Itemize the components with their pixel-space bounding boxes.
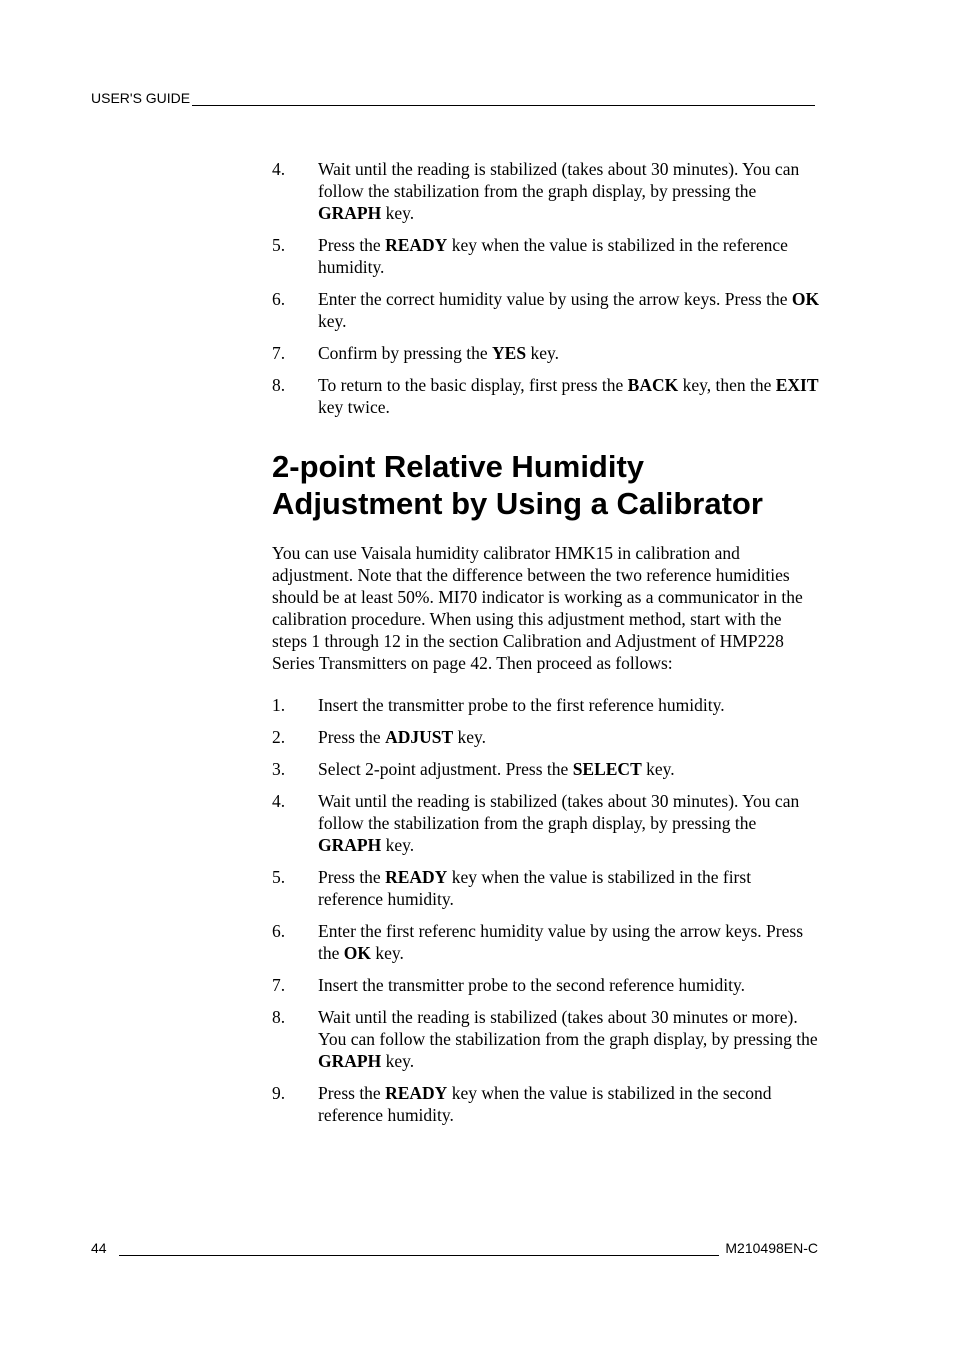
step-text [318, 374, 820, 418]
key-name: SELECT [572, 759, 642, 779]
step-text [318, 288, 820, 332]
step-text-segment: Press the [318, 1083, 386, 1103]
step-text [318, 758, 820, 780]
step-number: 5. [272, 867, 286, 887]
key-name: READY [385, 235, 448, 255]
step-text [318, 694, 820, 716]
key-name: ADJUST [385, 727, 454, 747]
step-text-segment: To return to the basic display, first press the [318, 375, 628, 395]
step-text-segment: Confirm by pressing the [318, 343, 493, 363]
step-number: 7. [272, 975, 286, 995]
step-text-segment: Select 2-point adjustment. Press the [318, 759, 573, 779]
procedure-steps-list [272, 158, 820, 418]
step-number: 6. [272, 289, 286, 309]
step-number: 7. [272, 343, 286, 363]
section-intro-paragraph: You can use Vaisala humidity calibrator HMK15 in calibration and adjustment. Note that the difference between the two reference humidities should be at least 50%. MI70 indicator is working as a communicator in the calibration procedure. When using this adjustment method, start with the steps 1 through 12 in the section Calibration and Adjustment of HMP228 Series Transmitters on page 42. Then proceed as follows: [272, 543, 803, 673]
page-content [272, 158, 820, 1136]
step-text [318, 866, 820, 910]
step-text-segment: key. [381, 203, 415, 223]
step-text-segment: key. [318, 311, 347, 331]
step-text-segment: key. [371, 943, 404, 963]
step-text [318, 1082, 820, 1126]
list-item [272, 1006, 820, 1072]
step-text [318, 920, 820, 964]
key-name: OK [791, 289, 820, 309]
step-text-segment: key when the value is stabilized in the first reference humidity. [318, 867, 752, 909]
list-item [272, 790, 820, 856]
step-text [318, 974, 820, 996]
step-text-segment: key, then the [678, 375, 776, 395]
step-text-segment: key. [381, 1051, 415, 1071]
step-text-segment: Insert the transmitter probe to the first reference humidity. [318, 695, 725, 715]
header-label: USER'S GUIDE [91, 90, 191, 106]
step-text-segment: Enter the correct humidity value by using the arrow keys. Press the [318, 289, 792, 309]
step-text-segment: key when the value is stabilized in the reference humidity. [318, 235, 788, 277]
key-name: BACK [627, 375, 679, 395]
key-name: GRAPH [318, 835, 382, 855]
key-name: READY [385, 1083, 448, 1103]
step-text [318, 726, 820, 748]
step-text-segment: key. [526, 343, 559, 363]
page-header [91, 90, 815, 106]
key-name: EXIT [775, 375, 819, 395]
list-item [272, 374, 820, 418]
step-number: 5. [272, 235, 286, 255]
key-name: OK [343, 943, 371, 963]
key-name: READY [385, 867, 448, 887]
list-item [272, 974, 820, 996]
step-text-segment: Wait until the reading is stabilized (takes about 30 minutes or more). You can follow the stabilization from the graph display, by pressing the [318, 1007, 818, 1049]
step-text-segment: key. [453, 727, 487, 747]
list-item [272, 758, 820, 780]
list-item [272, 1082, 820, 1126]
step-text-segment: key. [381, 835, 415, 855]
step-number: 4. [272, 791, 286, 811]
step-number: 3. [272, 759, 286, 779]
section-heading [272, 448, 820, 522]
step-text-segment: Press the [318, 235, 386, 255]
step-number: 1. [272, 695, 286, 715]
step-text-segment: Enter the first referenc humidity value by using the arrow keys. Press the [318, 921, 804, 963]
step-number: 8. [272, 1007, 286, 1027]
adjustment-steps-list [272, 694, 820, 1126]
list-item [272, 694, 820, 716]
list-item [272, 342, 820, 364]
step-text-segment: Press the [318, 867, 386, 887]
page-footer [91, 1240, 818, 1256]
step-text [318, 342, 820, 364]
step-text-segment: key. [641, 759, 675, 779]
step-text [318, 790, 820, 856]
step-number: 6. [272, 921, 286, 941]
list-item [272, 726, 820, 748]
step-text [318, 158, 820, 224]
list-item [272, 920, 820, 964]
step-text [318, 1006, 820, 1072]
section-heading-line-1: 2-point Relative Humidity [272, 449, 645, 484]
step-number: 2. [272, 727, 286, 747]
key-name: GRAPH [318, 203, 382, 223]
list-item [272, 234, 820, 278]
step-text-segment: Wait until the reading is stabilized (takes about 30 minutes). You can follow the stabilization from the graph display, by pressing the [318, 791, 800, 833]
step-text-segment: Press the [318, 727, 386, 747]
step-text-segment: Insert the transmitter probe to the second reference humidity. [318, 975, 745, 995]
step-text [318, 234, 820, 278]
step-number: 4. [272, 159, 286, 179]
list-item [272, 866, 820, 910]
step-number: 9. [272, 1083, 286, 1103]
footer-rule [119, 1241, 720, 1256]
list-item [272, 158, 820, 224]
page-number: 44 [91, 1240, 107, 1256]
list-item [272, 288, 820, 332]
step-number: 8. [272, 375, 286, 395]
step-text-segment: Wait until the reading is stabilized (takes about 30 minutes). You can follow the stabilization from the graph display, by pressing the [318, 159, 800, 201]
step-text-segment: key twice. [318, 397, 390, 417]
header-rule [192, 91, 815, 106]
document-code: M210498EN-C [725, 1240, 818, 1256]
key-name: YES [492, 343, 527, 363]
key-name: GRAPH [318, 1051, 382, 1071]
step-text-segment: key when the value is stabilized in the second reference humidity. [318, 1083, 772, 1125]
section-heading-line-2: Adjustment by Using a Calibrator [272, 486, 763, 521]
